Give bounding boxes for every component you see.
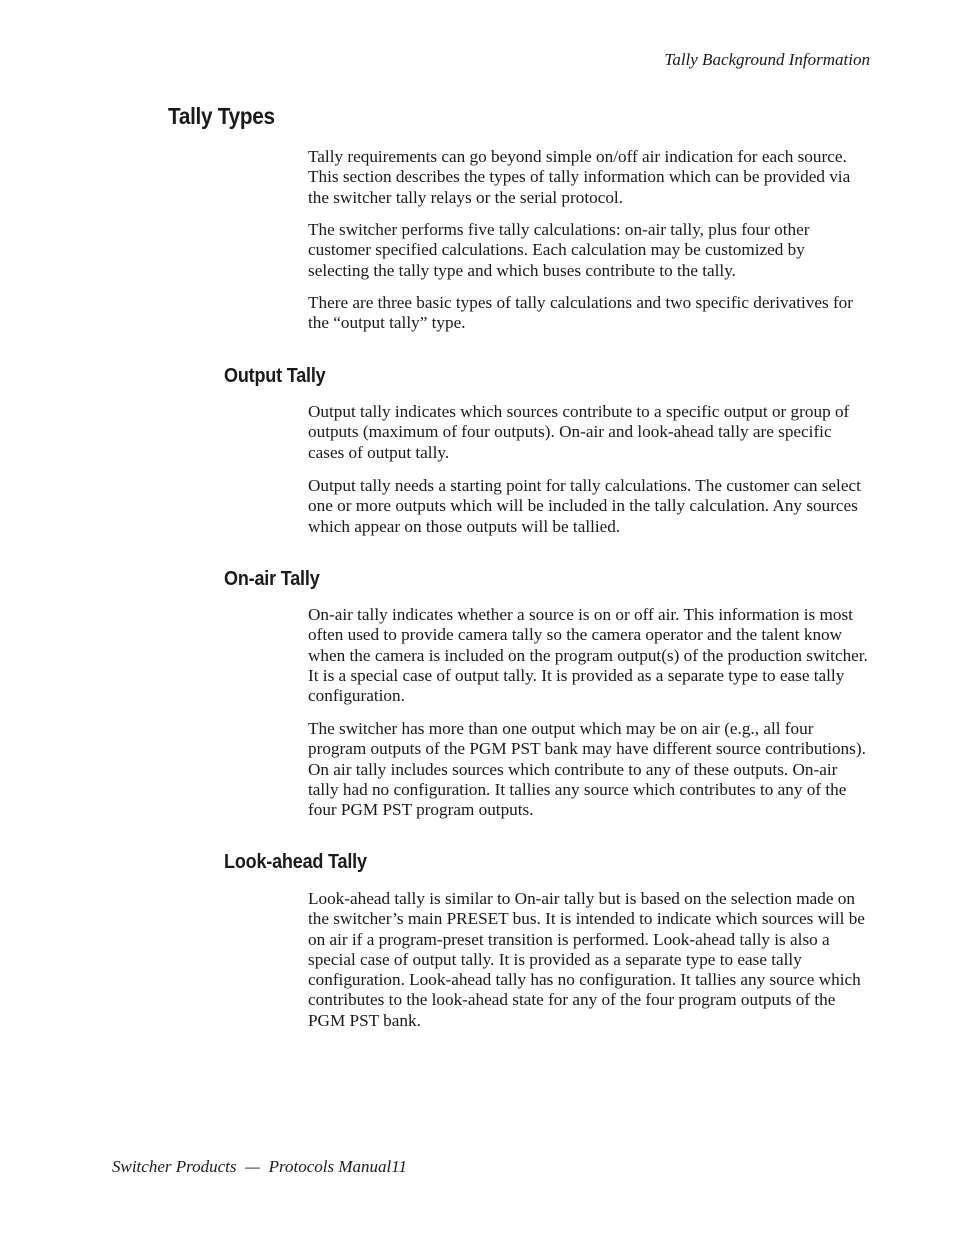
section-heading-look-ahead-tally: Look-ahead Tally — [224, 851, 367, 873]
intro-paragraph-1: Tally requirements can go beyond simple on/off air indication for each source. This section describes the types of tally information which can be provided via the switcher tally relays or the serial protocol. — [308, 147, 851, 207]
page-footer: Switcher Products — Protocols Manual11 — [112, 1157, 407, 1176]
section-heading-output-tally: Output Tally — [224, 365, 326, 387]
intro-paragraph-3: There are three basic types of tally calculations and two specific derivatives for the “output tally” type. — [308, 293, 853, 333]
output-tally-paragraph-2: Output tally needs a starting point for tally calculations. The customer can select one or more outputs which will be included in the tally calculation. Any sources which appear on those outputs will be tallied. — [308, 476, 861, 536]
section-heading-on-air-tally: On-air Tally — [224, 568, 320, 590]
on-air-tally-paragraph-1: On-air tally indicates whether a source is on or off air. This information is most often used to provide camera tally so the camera operator and the talent know when the camera is included on the program output(s) of the production switcher. It is a special case of output tally. It is provided as a separate type to ease tally configuration. — [308, 605, 868, 706]
intro-paragraph-2: The switcher performs five tally calculations: on-air tally, plus four other customer specified calculations. Each calculation may be customized by selecting the tally type and which buses contribute to the tally. — [308, 220, 810, 280]
on-air-tally-paragraph-2: The switcher has more than one output which may be on air (e.g., all four program outputs of the PGM PST bank may have different source contributions). On air tally includes sources which contribute to any of these outputs. On-air tally had no configuration. It tallies any source which contributes to any of the four PGM PST program outputs. — [308, 719, 866, 820]
look-ahead-tally-paragraph-1: Look-ahead tally is similar to On-air tally but is based on the selection made on the switcher’s main PRESET bus. It is intended to indicate which sources will be on air if a program-preset transition is performed. Look-ahead tally is also a special case of output tally. It is provided as a separate type to ease tally configuration. Look-ahead tally has no configuration. It tallies any source which contributes to the look-ahead state for any of the four program outputs of the PGM PST bank. — [308, 889, 865, 1030]
page-title: Tally Types — [168, 103, 275, 129]
running-header: Tally Background Information — [664, 50, 870, 69]
output-tally-paragraph-1: Output tally indicates which sources contribute to a specific output or group of outputs (maximum of four outputs). On-air and look-ahead tally are specific cases of output tally. — [308, 402, 850, 462]
